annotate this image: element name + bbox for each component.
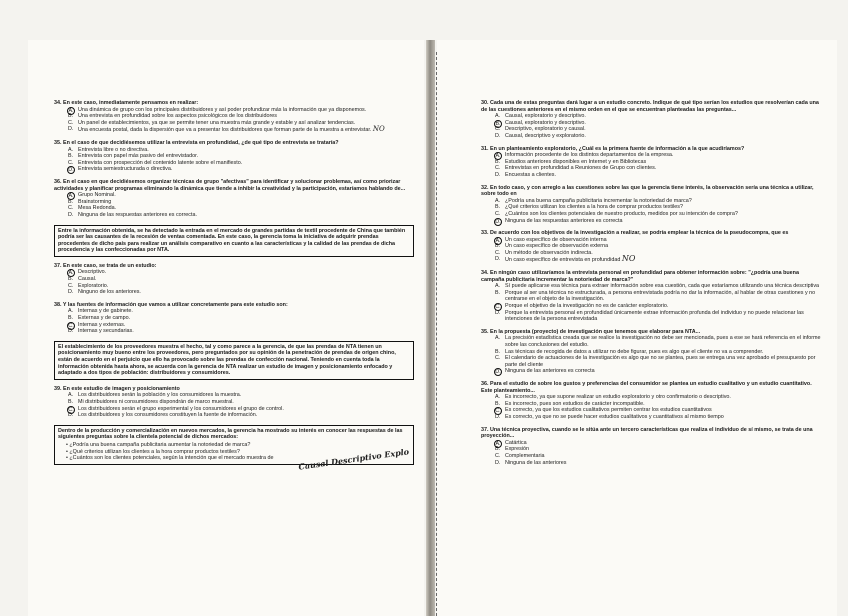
- option-b[interactable]: [495, 290, 823, 303]
- option-b[interactable]: [495, 204, 823, 211]
- option-letter: D.: [68, 167, 74, 174]
- option-list: [481, 394, 823, 420]
- question-38-left: [54, 302, 414, 335]
- option-d[interactable]: [68, 126, 414, 134]
- option-text: Es correcto, ya que no se puede hacer estudios cualitativos y cuantitativos al mismo tiempo: [505, 413, 724, 420]
- case-box-question: • ¿Podría una buena campaña publicitaria aumentar la notoriedad de marca?: [66, 442, 410, 449]
- option-text: Internas y externas.: [78, 321, 126, 328]
- option-list: [481, 283, 823, 323]
- option-c[interactable]: [495, 453, 823, 460]
- option-b[interactable]: [495, 243, 823, 250]
- option-letter: C.: [68, 406, 74, 413]
- option-text: La precisión estadística creada que se realice la investigación no debe ser mencionada, pues a ese se hará referencia en el informe sobre las conclusiones del estudio.: [505, 335, 821, 348]
- option-letter: C.: [495, 408, 501, 415]
- question-stem: 34. En este caso, inmediatamente pensamos en realizar:: [54, 100, 199, 106]
- question-39-left: [54, 386, 414, 419]
- option-text: Los distribuidores serán la población y los consumidores la muestra.: [78, 392, 242, 399]
- option-c[interactable]: [495, 165, 823, 172]
- option-a[interactable]: [495, 283, 823, 290]
- option-letter: D.: [495, 369, 501, 376]
- option-letter: A.: [68, 107, 74, 114]
- option-c[interactable]: [68, 406, 414, 413]
- option-letter: B.: [495, 289, 501, 296]
- option-list: [54, 308, 414, 334]
- option-c[interactable]: [495, 211, 823, 218]
- option-d[interactable]: [68, 328, 414, 335]
- option-letter: D.: [495, 171, 501, 178]
- option-c[interactable]: [68, 283, 414, 290]
- option-list: [481, 152, 823, 178]
- option-letter: C.: [68, 159, 74, 166]
- option-text: Encuestas a clientes.: [505, 171, 556, 178]
- option-text: Es incorrecto, pues son estudios de carácter incompatible.: [505, 400, 645, 407]
- option-d[interactable]: [495, 460, 823, 467]
- option-d[interactable]: [495, 368, 823, 375]
- option-text: Ninguna de las respuestas anteriores es correcta: [505, 217, 623, 224]
- left-page: [28, 40, 424, 616]
- option-letter: A.: [68, 193, 74, 200]
- option-d[interactable]: [495, 218, 823, 225]
- option-letter: A.: [68, 270, 74, 277]
- option-a[interactable]: [68, 107, 414, 114]
- option-b[interactable]: [68, 153, 414, 160]
- option-list: [54, 269, 414, 295]
- question-35-right: [481, 329, 823, 375]
- option-text: Entrevista con papel más pasivo del entrevistador.: [78, 153, 199, 160]
- option-letter: B.: [68, 315, 74, 322]
- question-stem: 35. En el caso de que decidiésemos utilizar la entrevista en profundidad, ¿de qué tipo de entrevista se trataría?: [54, 139, 339, 146]
- option-text: Porque al ser una técnica no estructurada, a persona entrevistada podría no dar la información, al hablar de otras cuestiones y no centrarse en el objeto de la investigación.: [505, 289, 816, 303]
- option-c[interactable]: [495, 126, 823, 133]
- case-box-3: [54, 425, 414, 472]
- option-text: Complementaria: [505, 452, 545, 459]
- option-a[interactable]: [495, 237, 823, 244]
- option-text: Ninguna de las anteriores es correcta: [505, 368, 595, 375]
- option-letter: B.: [495, 446, 501, 453]
- option-letter: C.: [495, 355, 501, 362]
- option-letter: D.: [495, 218, 501, 225]
- option-letter: D.: [495, 256, 501, 263]
- option-c[interactable]: [495, 303, 823, 310]
- option-text: Ninguna de las anteriores: [505, 459, 567, 466]
- option-text: Causal, exploratorio y descriptivo.: [505, 119, 586, 126]
- option-text: Ninguna de las respuestas anteriores es correcta.: [78, 211, 197, 218]
- option-letter: B.: [68, 398, 74, 405]
- option-b[interactable]: [495, 446, 823, 453]
- option-list: [54, 392, 414, 418]
- option-letter: D.: [68, 289, 74, 296]
- question-stem: 37. En este caso, se trata de un estudio:: [54, 262, 157, 269]
- option-text: Causal, descriptivo y exploratorio.: [505, 132, 586, 139]
- option-b[interactable]: [68, 113, 414, 120]
- option-d[interactable]: [495, 172, 823, 179]
- option-list: [481, 198, 823, 224]
- option-letter: B.: [495, 158, 501, 165]
- option-text: Mi distribuidores ni consumidores dispondrán de marco muestral.: [78, 398, 234, 405]
- option-b[interactable]: [68, 276, 414, 283]
- option-text: Una dinámica de grupo con los principales distribuidores y así poder profundizar más la información que ya disponemos.: [78, 106, 367, 113]
- option-letter: C.: [68, 282, 74, 289]
- option-letter: D.: [495, 413, 501, 420]
- option-text: El calendario de actuaciones de la investigación es algo que no se plantea, pues se entrega una vez aprobado el presupuesto por parte del cliente: [505, 355, 816, 368]
- option-text: Un método de observación indirecta.: [505, 249, 593, 256]
- option-text: Brainstorming: [78, 198, 112, 205]
- option-letter: C.: [68, 119, 74, 126]
- option-a[interactable]: [68, 147, 414, 154]
- option-d[interactable]: [68, 289, 414, 296]
- case-box-intro: Dentro de la producción y comercialización en nuevos mercados, la gerencia ha mostrado su interés en conocer las respuestas de las siguientes preguntas sobre la clientela potencial de dichos mercados:: [58, 427, 403, 441]
- question-stem: 35. En la propuesta (proyecto) de investigación que tenemos que elaborar para NTA...: [481, 328, 701, 335]
- option-letter: A.: [495, 440, 501, 447]
- option-letter: B.: [495, 400, 501, 407]
- option-text: Ninguno de los anteriores.: [78, 289, 141, 296]
- option-letter: A.: [495, 335, 501, 342]
- option-text: Un caso específico de observación externa: [505, 243, 609, 250]
- question-stem: 37. Una técnica proyectiva, cuando se le sitúa ante un tercero características que realiza el individuo de sí mismo, se trata de una proyección...: [481, 426, 813, 440]
- option-letter: C.: [495, 126, 501, 133]
- option-a[interactable]: [68, 392, 414, 399]
- option-d[interactable]: [495, 133, 823, 140]
- option-text: Exploratorio.: [78, 282, 109, 289]
- option-list: [54, 147, 414, 173]
- option-letter: A.: [68, 308, 74, 315]
- question-36-right: [481, 381, 823, 421]
- option-letter: B.: [68, 113, 74, 120]
- option-a[interactable]: [68, 192, 414, 199]
- option-letter: D.: [68, 412, 74, 419]
- option-letter: A.: [495, 237, 501, 244]
- option-list: [481, 440, 823, 466]
- question-34-right: [481, 270, 823, 323]
- option-b[interactable]: [495, 349, 823, 356]
- option-letter: A.: [495, 197, 501, 204]
- book-gutter: [426, 40, 435, 616]
- option-text: Entrevista con prospección del contenido latente sobre el manifiesto.: [78, 159, 243, 166]
- option-d[interactable]: [68, 412, 414, 419]
- handwritten-note: NO: [372, 125, 385, 134]
- option-text: Un caso específico de observación interna: [505, 236, 607, 243]
- option-d[interactable]: [495, 310, 823, 323]
- option-list: [54, 107, 414, 134]
- option-text: Catártica: [505, 439, 527, 446]
- question-33-right: [481, 230, 823, 264]
- option-letter: D.: [495, 132, 501, 139]
- option-text: Entrevista semiestructurada o directiva.: [78, 166, 173, 173]
- option-a[interactable]: [495, 113, 823, 120]
- option-letter: B.: [68, 153, 74, 160]
- option-letter: A.: [68, 146, 74, 153]
- handwritten-note: NO: [621, 254, 636, 264]
- option-text: Las técnicas de recogida de datos a utilizar no debe figurar, pues es algo que el cliente no va a comprender.: [505, 348, 764, 355]
- option-a[interactable]: [68, 308, 414, 315]
- option-letter: A.: [495, 394, 501, 401]
- question-stem: 38. Y las fuentes de información que vamos a utilizar concretamente para este estudio son:: [54, 301, 288, 308]
- option-text: Grupo Nominal.: [78, 192, 116, 199]
- option-letter: C.: [68, 322, 74, 329]
- option-c[interactable]: [68, 120, 414, 127]
- option-list: [481, 335, 823, 375]
- option-b[interactable]: [68, 399, 414, 406]
- option-text: Descriptivo, exploratorio y causal.: [505, 126, 586, 133]
- option-list: [54, 192, 414, 218]
- option-letter: D.: [495, 459, 501, 466]
- option-a[interactable]: [495, 152, 823, 159]
- question-30-right: [481, 100, 823, 140]
- question-stem: 34. En ningún caso utilizaríamos la entrevista personal en profundidad para obtener información sobre: "¿podría una buena campaña publicitaria incrementar la notoriedad de marca?": [481, 270, 799, 283]
- option-text: Los distribuidores y los consumidores constituyen la fuente de información.: [78, 412, 258, 419]
- question-35-left: [54, 140, 414, 173]
- option-letter: A.: [68, 392, 74, 399]
- option-c[interactable]: [495, 250, 823, 257]
- option-text: Un panel de establecimientos, ya que se permite tener una muestra más grande y estable y así analizar tendencias.: [78, 119, 356, 126]
- option-text: Sí puede aplicarse esa técnica para extraer información sobre esa cuestión, cada que estaríamos utilizando una técnica descriptiva: [505, 283, 820, 290]
- option-text: Información procedente de los distintos departamentos de la empresa.: [505, 152, 674, 159]
- option-text: Externas y de campo.: [78, 315, 131, 322]
- option-text: Expresión: [505, 446, 529, 453]
- handwritten-note: Causal Descriptivo Explo: [297, 446, 410, 472]
- option-a[interactable]: [495, 440, 823, 447]
- option-c[interactable]: [495, 407, 823, 414]
- option-letter: C.: [495, 249, 501, 256]
- option-c[interactable]: [495, 355, 823, 368]
- case-box-1: Entre la información obtenida, se ha detectado la entrada en el mercado de grandes partidas de textil procedente de China que también podría ser las causantes de la recesión de ventas comentada. En este caso, la gerencia toma la iniciativa de adquirir prendas procedentes de dicho país para realizar un análisis comparativo en cuanto a las características y la calidad de las prendas de dicha procedencia y las confeccionadas por NTA.: [54, 225, 414, 257]
- option-letter: B.: [495, 348, 501, 355]
- option-text: Una encuesta postal, dada la dispersión que va a presentar los distribuidores que forman parte de la muestra a entrevistar.: [78, 127, 372, 134]
- option-d[interactable]: [495, 414, 823, 421]
- option-letter: B.: [495, 204, 501, 211]
- option-letter: C.: [495, 210, 501, 217]
- option-text: Es correcto, ya que los estudios cualitativos permiten centrar los estudios cuantitativos: [505, 407, 712, 414]
- option-letter: C.: [495, 452, 501, 459]
- option-d[interactable]: [68, 166, 414, 173]
- option-text: Un caso específico de entrevista en profundidad: [505, 257, 621, 264]
- option-b[interactable]: [68, 315, 414, 322]
- option-list: [481, 113, 823, 139]
- option-text: ¿Podría una buena campaña publicitaria incrementar la notoriedad de marca?: [505, 197, 692, 204]
- question-stem: 39. En este estudio de imagen y posicionamiento: [54, 385, 180, 392]
- option-text: Internas y de gabinete.: [78, 308, 133, 315]
- question-37-right: [481, 427, 823, 467]
- option-letter: D.: [495, 309, 501, 316]
- option-a[interactable]: [495, 394, 823, 401]
- option-text: Porque el objetivo de la investigación no es de carácter exploratorio.: [505, 303, 669, 310]
- option-a[interactable]: [68, 269, 414, 276]
- option-text: Causal.: [78, 276, 97, 283]
- option-text: Entrevista libre o no directiva.: [78, 146, 149, 153]
- option-b[interactable]: [495, 401, 823, 408]
- option-c[interactable]: [68, 322, 414, 329]
- option-letter: C.: [495, 304, 501, 311]
- question-31-right: [481, 146, 823, 179]
- option-text: Causal, exploratorio y descriptivo.: [505, 113, 586, 120]
- option-letter: C.: [68, 205, 74, 212]
- right-page: [437, 40, 837, 616]
- option-text: Una entrevista en profundidad sobre los aspectos psicológicos de los distribuidores: [78, 113, 277, 120]
- question-32-right: [481, 185, 823, 225]
- question-stem: 31. En un planteamiento exploratorio, ¿Cuál es la primera fuente de información a la que acudiríamos?: [481, 145, 745, 152]
- question-stem: 36. En el caso en que decidiésemos organizar técnicas de grupo "afectivas" para identificar y solucionar problemas, así como priorizar actividades y planificar programas eliminando la dinámica que tiende a inhibir la creatividad y la participación, estaríamos hablando de...: [54, 178, 406, 192]
- option-text: Mesa Redonda.: [78, 205, 117, 212]
- option-a[interactable]: [495, 198, 823, 205]
- option-letter: D.: [68, 328, 74, 335]
- question-34-left: [54, 100, 414, 134]
- option-b[interactable]: [495, 120, 823, 127]
- option-d[interactable]: [495, 256, 823, 264]
- question-stem: 36. Para el estudio de sobre los gustos y preferencias del consumidor se plantea un estudio cualitativo y un estudio cuantitativo. Este planteamiento...: [481, 380, 812, 394]
- option-list: [481, 237, 823, 264]
- option-letter: B.: [68, 198, 74, 205]
- question-37-left: [54, 263, 414, 296]
- option-letter: D.: [68, 211, 74, 218]
- option-text: Descriptivo.: [78, 269, 107, 276]
- option-c[interactable]: [68, 160, 414, 167]
- case-box-question: • ¿Qué criterios utilizan los clientes a la hora comprar productos textiles?: [66, 449, 410, 456]
- option-letter: B.: [495, 243, 501, 250]
- case-box-2: El establecimiento de los proveedores muestra el hecho, tal y como parece a la gerencia, de que las prendas de NTA tienen un posicionamiento muy bueno entre los proveedores, pero preguntados por su opinión de la penetración de prendas de origen chino, están de acuerdo en el perjuicio que ello ha provocado sobre las prendas de confección nacional. Teniendo en cuenta toda la información obtenida hasta ahora, se acuerda con la gerencia de NTA realizar un estudio de imagen y posicionamiento enfocado y adaptado a dos tipos de población: distribuidores y consumidores.: [54, 341, 414, 380]
- option-text: Los distribuidores serán el grupo experimental y los consumidores el grupo de control.: [78, 405, 284, 412]
- option-text: Porque la entrevista personal en profundidad únicamente extrae información profunda del individuo y no puede relacionar las intenciones de la persona entrevistada: [505, 309, 804, 323]
- option-letter: B.: [495, 120, 501, 127]
- option-c[interactable]: [68, 205, 414, 212]
- option-b[interactable]: [495, 159, 823, 166]
- option-a[interactable]: [495, 335, 823, 348]
- option-letter: A.: [495, 283, 501, 290]
- option-letter: D.: [68, 126, 74, 133]
- case-box-question: • ¿Cuántos son los clientes potenciales, según la intención que el mercado muestra de: [66, 455, 410, 462]
- option-letter: B.: [68, 276, 74, 283]
- question-stem: 33. De acuerdo con los objetivos de la investigación a realizar, se podría emplear la técnica de la pseudocompra, que es: [481, 230, 789, 237]
- question-36-left: [54, 179, 414, 219]
- option-b[interactable]: [68, 199, 414, 206]
- option-text: ¿Cuántos son los clientes potenciales de nuestro producto, medidos por su intención de compra?: [505, 210, 738, 217]
- question-stem: 30. Cada una de estas preguntas dará lugar a un estudio concreto. Indique de qué tipo serían los estudios que resolverían cada una de las cuestiones anteriores en el mismo orden en el que se encuentran planteadas las preguntas...: [481, 100, 819, 113]
- option-letter: A.: [495, 153, 501, 160]
- question-stem: 32. En todo caso, y con arreglo a las cuestiones sobre las que la gerencia tiene interés, la observación sería una técnica a utilizar, sobre todo en: [481, 184, 814, 198]
- option-text: ¿Qué criterios utilizan los clientes a la hora de comprar productos textiles?: [505, 204, 683, 211]
- option-letter: C.: [495, 165, 501, 172]
- option-text: Entrevistas en profundidad a Reuniones de Grupo con clientes.: [505, 165, 657, 172]
- option-d[interactable]: [68, 212, 414, 219]
- option-letter: A.: [495, 113, 501, 120]
- option-text: Estudios anteriores disponibles en Internet y en Bibliotecas: [505, 158, 647, 165]
- option-text: Es incorrecto, ya que supone realizar un estudio exploratorio y otro confirmatorio o descriptivo.: [505, 394, 731, 401]
- option-text: Internas y secundarias.: [78, 328, 134, 335]
